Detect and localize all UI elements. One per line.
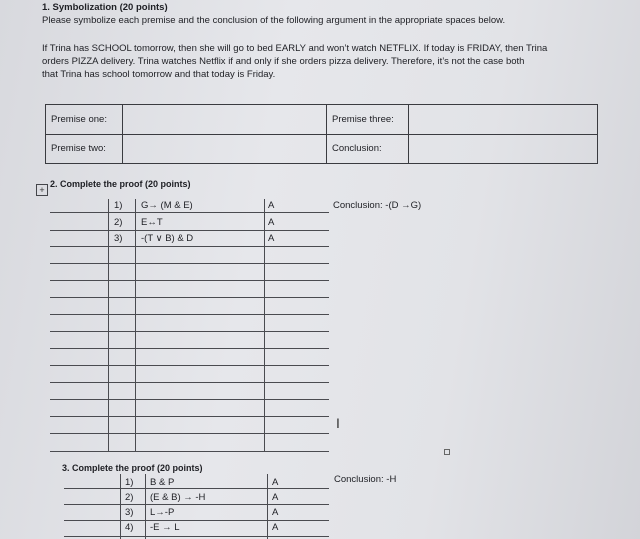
q2-line-formula: G→ (M & E): [141, 200, 193, 211]
q1-title: 1. Symbolization (20 points): [42, 2, 168, 13]
argument-line: If Trina has SCHOOL tomorrow, then she will go to bed EARLY and won’t watch NETFLIX. If today is FRIDAY, then Trina: [42, 43, 548, 54]
argument-line: orders PIZZA delivery. Trina watches Netflix if and only if she orders pizza delivery. Therefore, it’s not the case both: [42, 56, 525, 67]
text-cursor-icon: I: [336, 415, 340, 431]
argument-paragraph: [42, 42, 547, 81]
conclusion-label: Conclusion:: [327, 134, 409, 164]
q2-line-formula: -(T ∨ B) & D: [141, 233, 194, 244]
q2-line-number: 3): [114, 233, 123, 244]
q2-line-number: 1): [114, 200, 123, 211]
q2-conclusion: Conclusion: -(D →G): [333, 200, 422, 211]
small-square-icon: [444, 449, 450, 455]
premise-two-label: Premise two:: [46, 134, 123, 164]
q3-line-formula: L→-P: [150, 507, 175, 518]
q3-line-justification: A: [272, 507, 279, 518]
premise-three-label: Premise three:: [327, 105, 409, 135]
premise-two-cell[interactable]: [123, 134, 327, 164]
q3-line-number: 2): [125, 492, 134, 503]
premise-three-cell[interactable]: [409, 105, 598, 135]
q2-title: 2. Complete the proof (20 points): [50, 179, 191, 189]
symbolization-table: [45, 104, 598, 164]
q2-line-justification: A: [268, 233, 275, 244]
q2-line-justification: A: [268, 217, 275, 228]
q1-instructions: Please symbolize each premise and the conclusion of the following argument in the appropriate spaces below.: [42, 15, 506, 26]
q3-line-formula: -E → L: [150, 522, 180, 533]
q3-line-formula: (E & B) → -H: [150, 492, 206, 503]
q3-conclusion: Conclusion: -H: [334, 474, 397, 485]
q3-line-justification: A: [272, 522, 279, 533]
conclusion-cell[interactable]: [409, 134, 598, 164]
q3-line-justification: A: [272, 477, 279, 488]
argument-line: that Trina has school tomorrow and that today is Friday.: [42, 69, 276, 80]
q2-line-formula: E↔T: [141, 217, 163, 228]
plus-box-icon[interactable]: +: [36, 184, 48, 196]
q2-line-justification: A: [268, 200, 275, 211]
q3-line-number: 1): [125, 477, 134, 488]
q3-line-justification: A: [272, 492, 279, 503]
q2-line-number: 2): [114, 217, 123, 228]
premise-one-cell[interactable]: [123, 105, 327, 135]
q3-line-number: 4): [125, 522, 134, 533]
premise-one-label: Premise one:: [46, 105, 123, 135]
q3-line-formula: B & P: [150, 477, 175, 488]
q3-line-number: 3): [125, 507, 134, 518]
q3-title: 3. Complete the proof (20 points): [62, 463, 203, 473]
